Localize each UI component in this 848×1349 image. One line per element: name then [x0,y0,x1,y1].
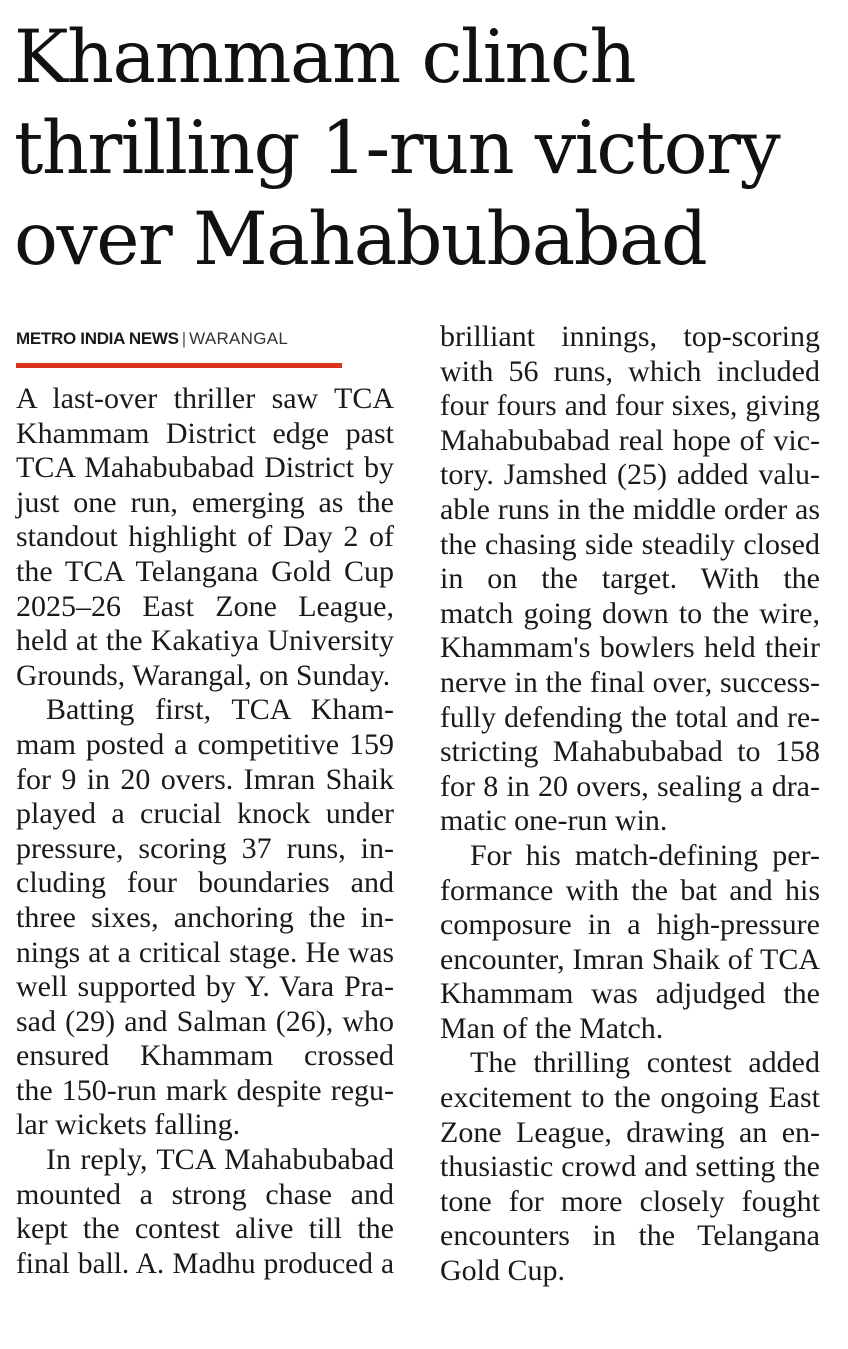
byline [16,326,394,352]
text-line: final ball. A. Madhu produced a [16,1247,394,1280]
text-line: 2025–26 East Zone League, [16,589,394,623]
text-line: just one run, emerging as the [16,485,394,519]
text-line: TCA Mahabubabad District by [16,451,394,485]
paragraph-batting-first [16,693,394,1143]
text-line: Grounds, Warangal, on Sunday. [16,659,391,692]
text-line: lar wickets falling. [16,1108,241,1142]
paragraph-intro [16,382,394,693]
text-line: A last-over thriller saw TCA [16,382,394,415]
text-line: well supported by Y. Vara Pra- [16,970,394,1004]
text-line: encounters in the Telangana [440,1219,820,1253]
text-line: four fours and four sixes, giving [440,390,820,423]
text-line: Khammam's bowlers held their [440,631,820,665]
text-line: played a crucial knock under [16,797,394,831]
text-line: three sixes, anchoring the in- [16,900,394,934]
headline-line-3: over Mahabubabad [14,197,707,282]
text-line: Batting first, TCA Kham- [46,693,394,727]
text-line: match going down to the wire, [440,596,820,630]
paragraph-man-of-the-match [440,839,820,1047]
text-line: fully defending the total and re- [440,701,820,734]
text-line: held at the Kakatiya University [16,624,394,658]
byline-separator: | [181,329,187,348]
text-line: Zone League, drawing an en- [440,1115,820,1149]
text-line: ensured Khammam crossed [16,1039,394,1073]
byline-underline-rule [16,363,342,368]
text-line: For his match-defining per- [470,838,820,872]
text-line: for 8 in 20 overs, sealing a dra- [440,769,820,803]
text-line: matic one-run win. [440,804,668,838]
byline-organization: METRO INDIA NEWS [16,329,179,348]
article-column-left [16,326,394,1281]
text-line: Mahabubabad real hope of vic- [440,423,820,457]
headline-line-2: thrilling 1-run victory [14,106,780,191]
text-line: encounter, Imran Shaik of TCA [440,942,820,976]
text-line: sad (29) and Salman (26), who [16,1004,394,1038]
byline-location: WARANGAL [189,329,289,348]
text-line: tone for more closely fought [440,1184,820,1218]
text-line: thusiastic crowd and setting the [440,1150,820,1184]
text-line: kept the contest alive till the [16,1212,394,1246]
text-line: mam posted a competitive 159 [16,727,394,761]
text-line: stricting Mahabubabad to 158 [440,735,820,769]
text-line: The thrilling contest added [470,1046,820,1080]
text-line: nings at a critical stage. He was [16,936,394,969]
text-line: brilliant innings, top-scoring [440,320,820,353]
text-line: standout highlight of Day 2 of [16,520,394,554]
text-line: able runs in the middle order as [440,492,820,526]
headline [14,12,838,285]
paragraph-reply [16,1143,394,1281]
text-line: In reply, TCA Mahabubabad [46,1143,394,1177]
text-line: Khammam was adjudged the [440,977,820,1011]
text-line: nerve in the final over, success- [440,665,820,699]
text-line: pressure, scoring 37 runs, in- [16,831,394,865]
text-line: Man of the Match. [440,1011,664,1045]
text-line: the 150-run mark despite regu- [16,1073,394,1107]
text-line: the chasing side steadily closed [440,527,820,561]
text-line: for 9 in 20 overs. Imran Shaik [16,762,394,796]
headline-line-1: Khammam clinch [14,15,635,100]
text-line: excitement to the ongoing East [440,1081,820,1115]
text-line: formance with the bat and his [440,873,820,907]
article-column-right [440,320,820,1289]
text-line: tory. Jamshed (25) added valu- [440,458,820,492]
text-line: Gold Cup. [440,1254,566,1288]
text-line: mounted a strong chase and [16,1177,394,1211]
text-line: the TCA Telangana Gold Cup [16,554,394,588]
paragraph-closing [440,1046,820,1288]
text-line: cluding four boundaries and [16,866,394,900]
text-line: Khammam District edge past [16,416,394,450]
text-line: composure in a high-pressure [440,908,820,942]
text-line: with 56 runs, which included [440,354,820,388]
paragraph-reply-continued [440,320,820,839]
text-line: in on the target. With the [440,562,820,596]
